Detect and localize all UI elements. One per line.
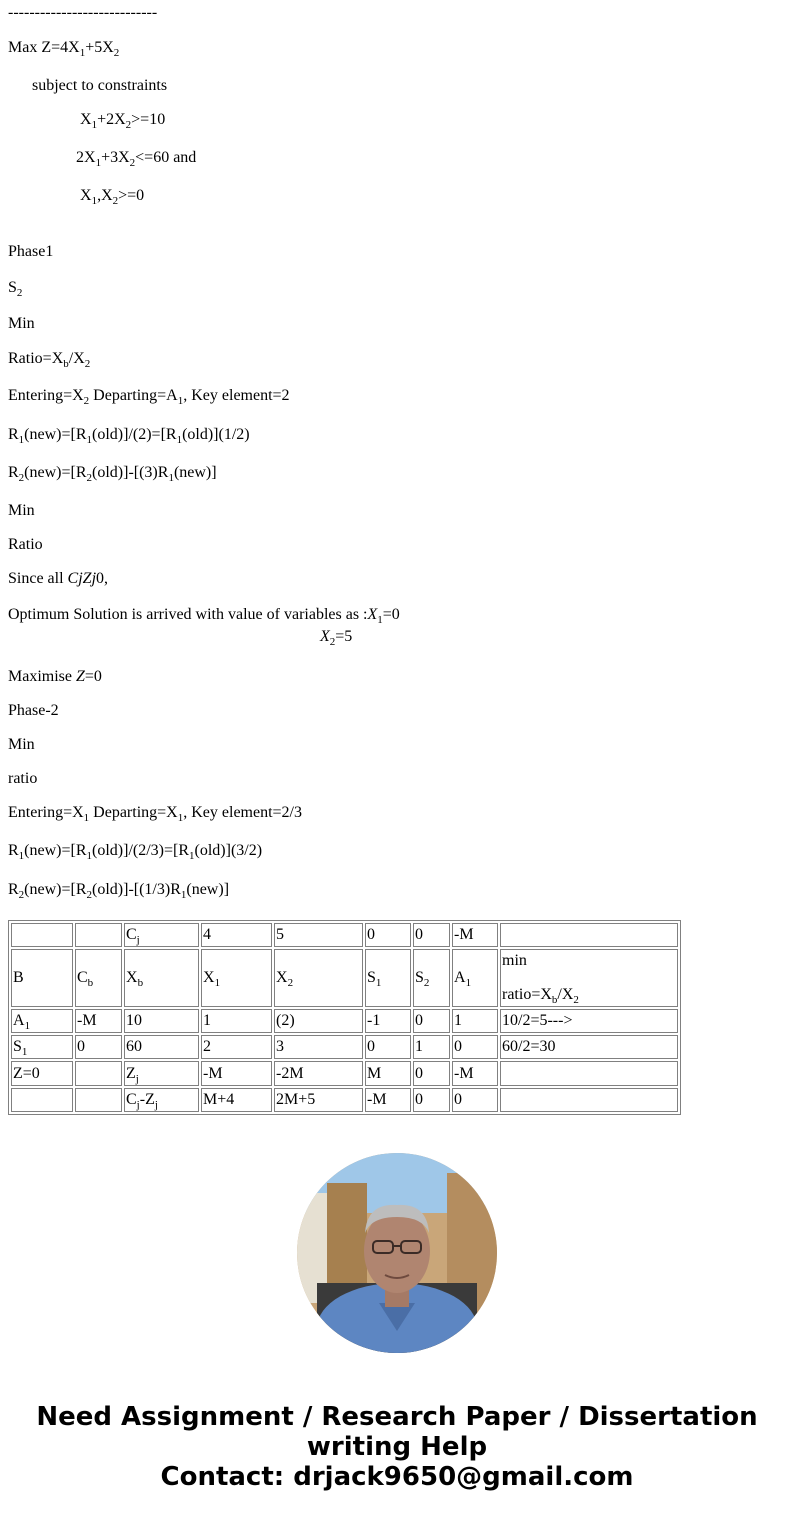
table-row — [11, 923, 678, 947]
footer-line: writing Help — [306, 1432, 488, 1462]
min-label: Min — [8, 315, 35, 332]
ratio-formula: $Ratio=X_b/X_2$ — [8, 350, 91, 370]
table-cell: 5 — [274, 923, 363, 947]
simplex-table — [8, 920, 681, 1115]
table-cell: 10/2=5---> — [500, 1009, 678, 1033]
table-header-cell: $C_b$ — [75, 949, 122, 1007]
table-cell: 0 — [365, 1035, 411, 1059]
table-cell: 0 — [75, 1035, 122, 1059]
table-header-cell: min $ratio=X_b/X_2$ — [500, 949, 678, 1007]
table-cell: 1 — [413, 1035, 450, 1059]
table-cell: $Z_j$ — [124, 1061, 199, 1085]
table-cell — [11, 923, 73, 947]
optimality-condition: Since all CjZj0, — [8, 570, 109, 587]
maximise-result: Maximise Z=0 — [8, 668, 102, 685]
s2-label: $S_2$ — [8, 279, 23, 299]
table-cell — [75, 1088, 122, 1112]
min-label: Min — [8, 736, 35, 753]
table-cell: $A_1$ — [11, 1009, 73, 1033]
table-row — [11, 1088, 678, 1112]
table-cell: 0 — [413, 1088, 450, 1112]
table-cell — [500, 923, 678, 947]
table-cell: 2 — [201, 1035, 272, 1059]
table-cell: 60/2=30 — [500, 1035, 678, 1059]
table-cell: 1 — [452, 1009, 498, 1033]
table-cell: 0 — [413, 1061, 450, 1085]
table-cell: 3 — [274, 1035, 363, 1059]
table-cell: 2M+5 — [274, 1088, 363, 1112]
footer-contact-banner — [0, 1402, 794, 1492]
objective-function: Max $Z=4X_1+5X_2$ — [8, 39, 120, 59]
row-op-r1-1: $R_1(new)=[R_1(old)]/(2)=[R_1(old)](1/2)$ — [8, 426, 250, 446]
constraint-3: $X_1,X_2>=0$ — [80, 187, 145, 207]
table-cell — [75, 1061, 122, 1085]
table-cell: 1 — [201, 1009, 272, 1033]
table-row — [11, 1035, 678, 1059]
optimum-x2: $X_2=5$ — [320, 628, 353, 648]
row-op-r1-2: $R_1(new)=[R_1(old)]/(2/3)=[R_1(old)](3/2)$ — [8, 842, 263, 862]
table-header-cell: $A_1$ — [452, 949, 498, 1007]
phase2-heading: Phase-2 — [8, 702, 59, 719]
row-op-r2-1: $R_2(new)=[R_2(old)]-[(3)R_1(new)]$ — [8, 464, 217, 484]
table-cell — [500, 1061, 678, 1085]
table-cell: $S_1$ — [11, 1035, 73, 1059]
table-cell: $C_j-Z_j$ — [124, 1088, 199, 1112]
table-cell: -M — [201, 1061, 272, 1085]
divider: ---------------------------- — [8, 4, 158, 21]
entering-departing-1: $Entering=X_2$ $Departing=A_1$, Key element=2 — [8, 387, 290, 407]
subject-to-label: subject to constraints — [32, 77, 168, 94]
table-header-cell: $X_b$ — [124, 949, 199, 1007]
table-cell: 4 — [201, 923, 272, 947]
table-header-row — [11, 949, 678, 1007]
table-cell: -M — [75, 1009, 122, 1033]
constraint-1: $X_1+2X_2>=10$ — [80, 111, 166, 131]
footer-line: Need Assignment / Research Paper / Dissertation — [36, 1402, 758, 1432]
table-cell: (2) — [274, 1009, 363, 1033]
table-cell: 0 — [452, 1088, 498, 1112]
table-cell: -1 — [365, 1009, 411, 1033]
ratio-label: Ratio — [8, 536, 43, 553]
table-cell: 0 — [365, 923, 411, 947]
table-cell: 0 — [452, 1035, 498, 1059]
table-cell: -M — [365, 1088, 411, 1112]
table-cell: 60 — [124, 1035, 199, 1059]
table-cell: M — [365, 1061, 411, 1085]
table-cell: 0 — [413, 923, 450, 947]
table-header-cell: $S_2$ — [413, 949, 450, 1007]
table-cell: -2M — [274, 1061, 363, 1085]
author-portrait-photo — [297, 1153, 497, 1353]
table-cell: 0 — [413, 1009, 450, 1033]
table-header-cell: $S_1$ — [365, 949, 411, 1007]
table-header-cell: $X_1$ — [201, 949, 272, 1007]
phase1-heading: Phase1 — [8, 243, 54, 260]
min-label: Min — [8, 502, 35, 519]
table-cell: $C_j$ — [124, 923, 199, 947]
table-header-cell: B — [11, 949, 73, 1007]
ratio-label: ratio — [8, 770, 38, 787]
table-cell — [11, 1088, 73, 1112]
table-cell: Z=0 — [11, 1061, 73, 1085]
table-cell: M+4 — [201, 1088, 272, 1112]
footer-contact-email: Contact: drjack9650@gmail.com — [160, 1462, 634, 1492]
entering-departing-2: $Entering=X_1$ $Departing=X_1$, Key element=2/3 — [8, 804, 302, 824]
table-cell — [500, 1088, 678, 1112]
table-header-cell: $X_2$ — [274, 949, 363, 1007]
table-row — [11, 1009, 678, 1033]
optimum-solution: Optimum Solution is arrived with value of variables as $:X_1=0$ — [8, 606, 400, 626]
row-op-r2-2: $R_2(new)=[R_2(old)]-[(1/3)R_1(new)]$ — [8, 881, 230, 901]
table-cell: -M — [452, 1061, 498, 1085]
table-cell: 10 — [124, 1009, 199, 1033]
table-cell: -M — [452, 923, 498, 947]
table-cell — [75, 923, 122, 947]
table-row — [11, 1061, 678, 1085]
constraint-2: $2X_1+3X_2<=60$ and — [76, 149, 197, 169]
